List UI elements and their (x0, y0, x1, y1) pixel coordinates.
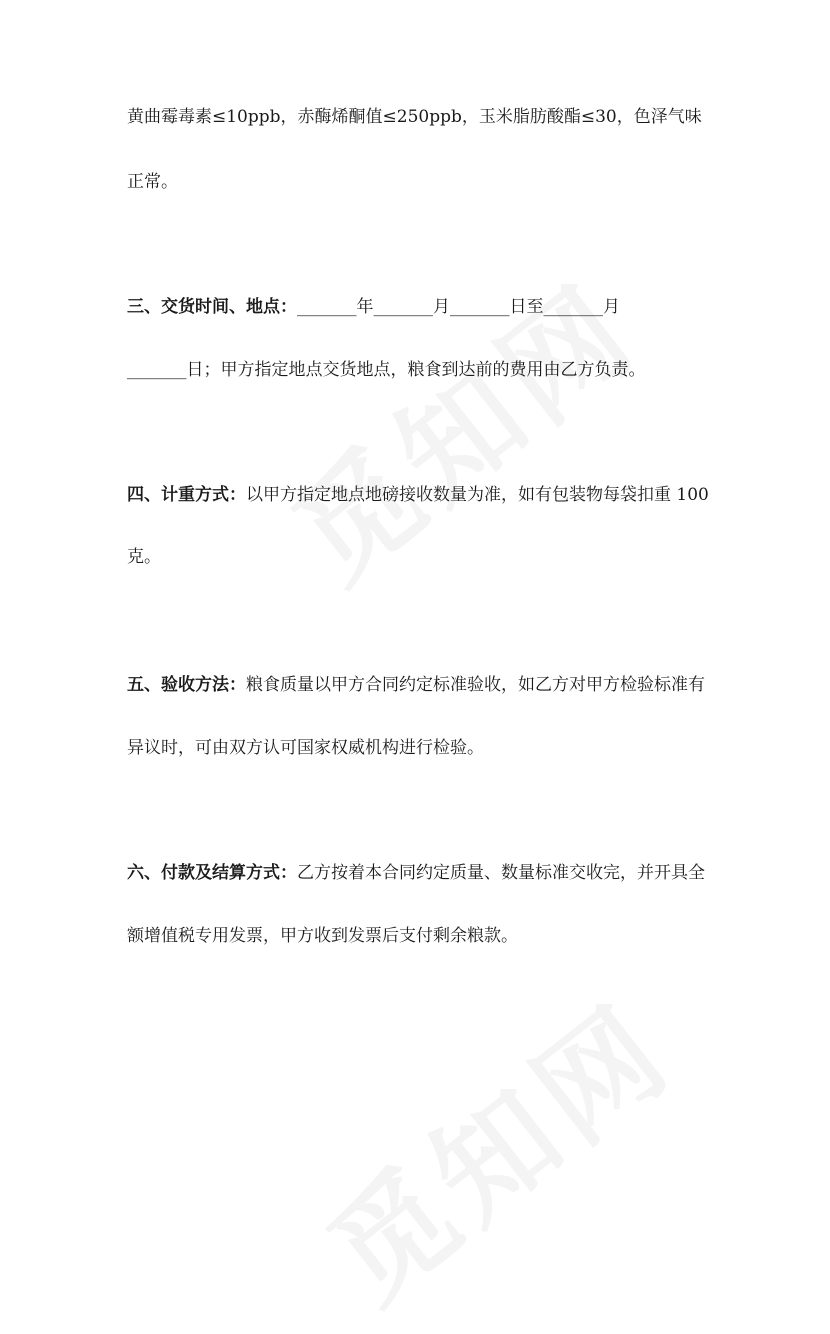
payment-heading: 六、付款及结算方式： (127, 863, 297, 883)
weighing-line-2: 克。 (127, 547, 161, 567)
delivery-date-blanks: _______年_______月_______日至_______月 (297, 297, 620, 317)
inspection-heading: 五、验收方法： (127, 675, 246, 695)
inspection-text: 粮食质量以甲方合同约定标准验收，如乙方对甲方检验标准有 (246, 675, 705, 695)
payment-line-2: 额增值税专用发票，甲方收到发票后支付剩余粮款。 (127, 926, 518, 946)
payment-line-1 (127, 861, 705, 885)
quality-line-1: 黄曲霉毒素≤10ppb，赤酶烯酮值≤250ppb，玉米脂肪酸酯≤30，色泽气味 (127, 107, 702, 127)
weighing-text: 以甲方指定地点地磅接收数量为准，如有包装物每袋扣重 100 (246, 485, 709, 505)
weighing-line-1 (127, 483, 709, 507)
delivery-line-1 (127, 295, 620, 319)
payment-text: 乙方按着本合同约定质量、数量标准交收完，并开具全 (297, 863, 705, 883)
inspection-line-1 (127, 673, 705, 697)
quality-line-2: 正常。 (127, 172, 178, 192)
inspection-line-2: 异议时，可由双方认可国家权威机构进行检验。 (127, 738, 484, 758)
delivery-line-2: _______日；甲方指定地点交货地点，粮食到达前的费用由乙方负责。 (127, 360, 646, 380)
weighing-heading: 四、计重方式： (127, 485, 246, 505)
delivery-heading: 三、交货时间、地点： (127, 297, 297, 317)
watermark (288, 958, 701, 1334)
